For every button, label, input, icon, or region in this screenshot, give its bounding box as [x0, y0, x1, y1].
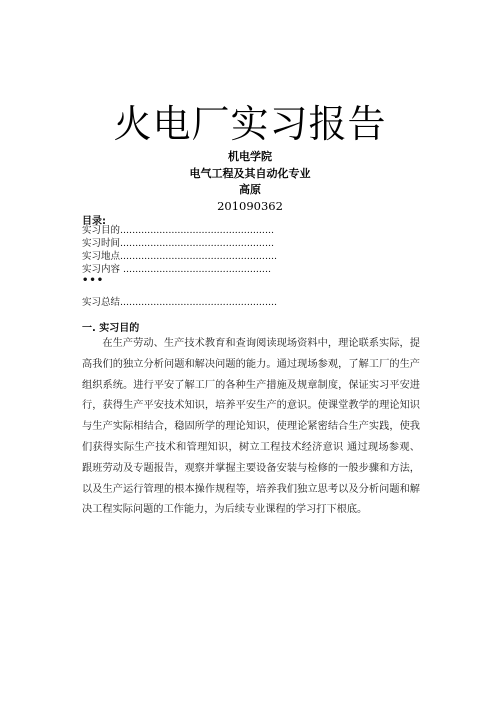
toc-item-content[interactable]: 实习内容 .................................................	[82, 264, 271, 275]
toc-item-summary[interactable]: 实习总结....................................................	[82, 297, 278, 308]
toc-item-time[interactable]: 实习时间...................................................	[82, 238, 275, 249]
toc-item-purpose[interactable]: 实习目的...................................................	[82, 225, 275, 236]
toc-ellipsis: •••	[82, 275, 105, 286]
section-paragraph-purpose: 在生产劳动、生产技术教育和查询阅读现场资料中，理论联系实际，提高我们的独立分析问题和解决问题的能力。通过现场参观，了解工厂的生产组织系统。进行平安了解工厂的各种生产措施及规章制度，保证实习平安进行，获得生产平安技术知识，培养平安生产的意识。使课堂教学的理论知识与生产实际相结合，稳固所学的理论知识，使理论紧密结合生产实践，使我们获得实际生产技术和管理知识，树立工程技术经济意识 通过现场参观、跟班劳动及专题报告，观察并掌握主要设备安装与检修的一般步骤和方法，以及生产运行管理的根本操作规程等，培养我们独立思考以及分析问题和解决工程实际问题的工作能力，为后续专业课程的学习打下根底。	[82, 338, 420, 516]
student-id: 201090362	[217, 199, 283, 213]
major-name: 电气工程及其自动化专业	[189, 167, 311, 180]
section-heading-purpose: 一. 实习目的	[82, 323, 140, 334]
author-name: 高原	[239, 183, 261, 196]
college-name: 机电学院	[228, 150, 272, 163]
toc-item-location[interactable]: 实习地点....................................................	[82, 251, 278, 262]
toc-heading: 目录:	[82, 216, 106, 227]
toc-list	[82, 224, 402, 276]
report-title: 火电厂实习报告	[113, 102, 387, 146]
